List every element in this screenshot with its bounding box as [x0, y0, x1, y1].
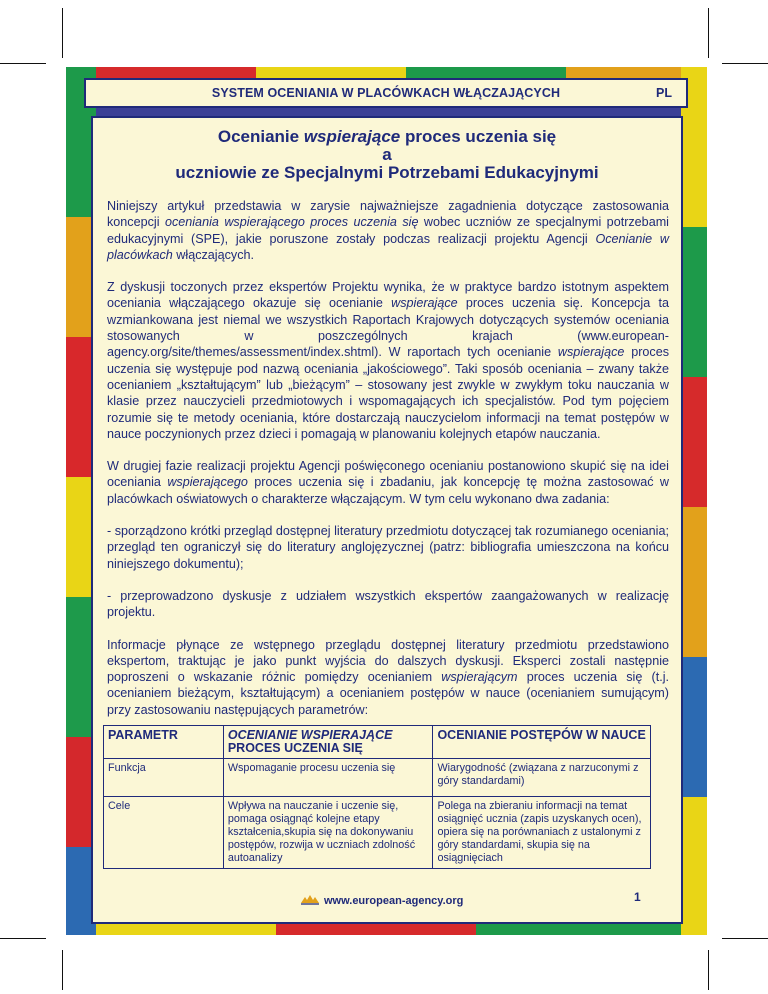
crop-mark: [708, 8, 709, 58]
glass-pane: [681, 227, 707, 377]
table-cell: Cele: [104, 797, 224, 869]
article-title: [93, 128, 681, 182]
table-cell: Wpływa na nauczanie i uczenie się, pomaga osiągnąć kolejne etapy kształcenia,skupia się na dokonywaniu postępów, rozwija w uczniach zdolność autoanalizy: [223, 797, 433, 869]
crop-mark: [0, 938, 46, 939]
title-line-2: a: [382, 145, 392, 164]
glass-pane: [96, 923, 276, 935]
paragraph-3: W drugiej fazie realizacji projektu Agencji poświęconego ocenianiu postanowiono skupić się na idei oceniania wspierającego proces uczenia się i zbadaniu, jak koncepcję tę można zastosować w placówkach oświatowych o charakterze włączającym. W tym celu wykonano dwa zadania:: [107, 459, 669, 506]
document-header: [84, 78, 688, 108]
glass-pane: [681, 657, 707, 797]
crop-mark: [708, 950, 709, 990]
table-cell: Wspomaganie procesu uczenia się: [223, 759, 433, 797]
parameters-table: [103, 725, 651, 869]
paragraph-1: Niniejszy artykuł przedstawia w zarysie najważniejsze zagadnienia dotyczące zastosowania koncepcji oceniania wspierającego proces uczenia się wobec uczniów ze specjalnymi potrzebami edukacyjnymi (SPE), jakie poruszone zostały podczas realizacji projektu Agencji Ocenianie w placówkach włączających.: [107, 199, 669, 262]
glass-pane: [66, 597, 91, 737]
glass-pane: [66, 217, 91, 337]
glass-pane: [276, 923, 476, 935]
page-number: 1: [634, 890, 641, 904]
title-line-3: uczniowie ze Specjalnymi Potrzebami Edukacyjnymi: [175, 163, 599, 182]
glass-pane: [66, 737, 91, 847]
paragraph-5: - przeprowadzono dyskusje z udziałem wszystkich ekspertów zaangażowanych w realizację projektu.: [107, 588, 669, 620]
glass-pane: [66, 477, 91, 597]
header-title: SYSTEM OCENIANIA W PLACÓWKACH WŁĄCZAJĄCYCH: [211, 86, 561, 100]
table-cell: Polega na zbieraniu informacji na temat osiągnięć ucznia (zapis uzyskanych ocen), opiera się na porównaniach z ustalonymi z góry standardami, skupia się na osiągnięciach: [433, 797, 651, 869]
table-header-cell: PARAMETR: [104, 726, 224, 759]
agency-logo-icon: [300, 893, 320, 908]
glass-pane: [681, 797, 707, 935]
glass-pane: [681, 507, 707, 657]
glass-pane: [476, 923, 681, 935]
glass-pane: [681, 377, 707, 507]
table-header-cell: OCENIANIE WSPIERAJĄCE PROCES UCZENIA SIĘ: [223, 726, 433, 759]
table-row: [104, 759, 651, 797]
crop-mark: [0, 63, 46, 64]
glass-pane: [66, 337, 91, 477]
table-row: [104, 797, 651, 869]
language-code: PL: [656, 86, 672, 100]
title-line-1: Ocenianie wspierające proces uczenia się: [217, 127, 557, 146]
footer-url-text: www.european-agency.org: [324, 894, 464, 907]
paragraph-4: - sporządzono krótki przegląd dostępnej literatury przedmiotu dotyczącej tak rozumianego oceniania; przegląd ten ograniczył się do literatury anglojęzycznej (patrz: bibliografia umieszczona na końcu niniejszego dokumentu);: [107, 524, 669, 571]
paragraph-6: Informacje płynące ze wstępnego przeglądu dostępnej literatury przedmiotu przedstawiono ekspertom, traktując je jako punkt wyjścia do dalszych dyskusji. Eksperci zostali następnie poproszeni o wskazanie różnic pomiędzy ocenianiem wspierającym proces uczenia się (t.j. ocenianiem bieżącym, kształtującym) a ocenianiem postępów w nauce (ocenianiem sumującym) przy zastosowaniu następujących parametrów:: [107, 637, 669, 717]
table-header-row: [104, 726, 651, 759]
crop-mark: [722, 63, 768, 64]
paragraph-2: Z dyskusji toczonych przez ekspertów Projektu wynika, że w praktyce bardzo istotnym aspektem oceniania włączającego okazuje się ocenianie wspierające proces uczenia się. Koncepcja ta wzmiankowana jest niemal we wszystkich Raportach Krajowych dotyczących systemów oceniania stosowanych w poszczególnych krajach (www.european-agency.org/site/themes/assessment/index.shtml). W raportach tych ocenianie wspierające proces uczenia się występuje pod nazwą oceniania „jakościowego”. Taki sposób oceniania – zwany także ocenianiem „kształtującym” lub „bieżącym” – stosowany jest zwykle w zwykłym toku nauczania w klasie przez nauczycieli przedmiotowych i wspomagających ich specjalistów. Pod tym pojęciem rozumie się te metody oceniania, które dostarczają nauczycielom informacji na temat postępów w nauce poczynionych przez dzieci i pomagają w planowaniu kolejnych etapów nauczania.: [107, 280, 669, 441]
table-header-cell: OCENIANIE POSTĘPÓW W NAUCE: [433, 726, 651, 759]
crop-mark: [722, 938, 768, 939]
crop-mark: [62, 950, 63, 990]
table-cell: Funkcja: [104, 759, 224, 797]
crop-mark: [62, 8, 63, 58]
table-cell: Wiarygodność (związana z narzuconymi z góry standardami): [433, 759, 651, 797]
footer-url[interactable]: [300, 893, 463, 908]
